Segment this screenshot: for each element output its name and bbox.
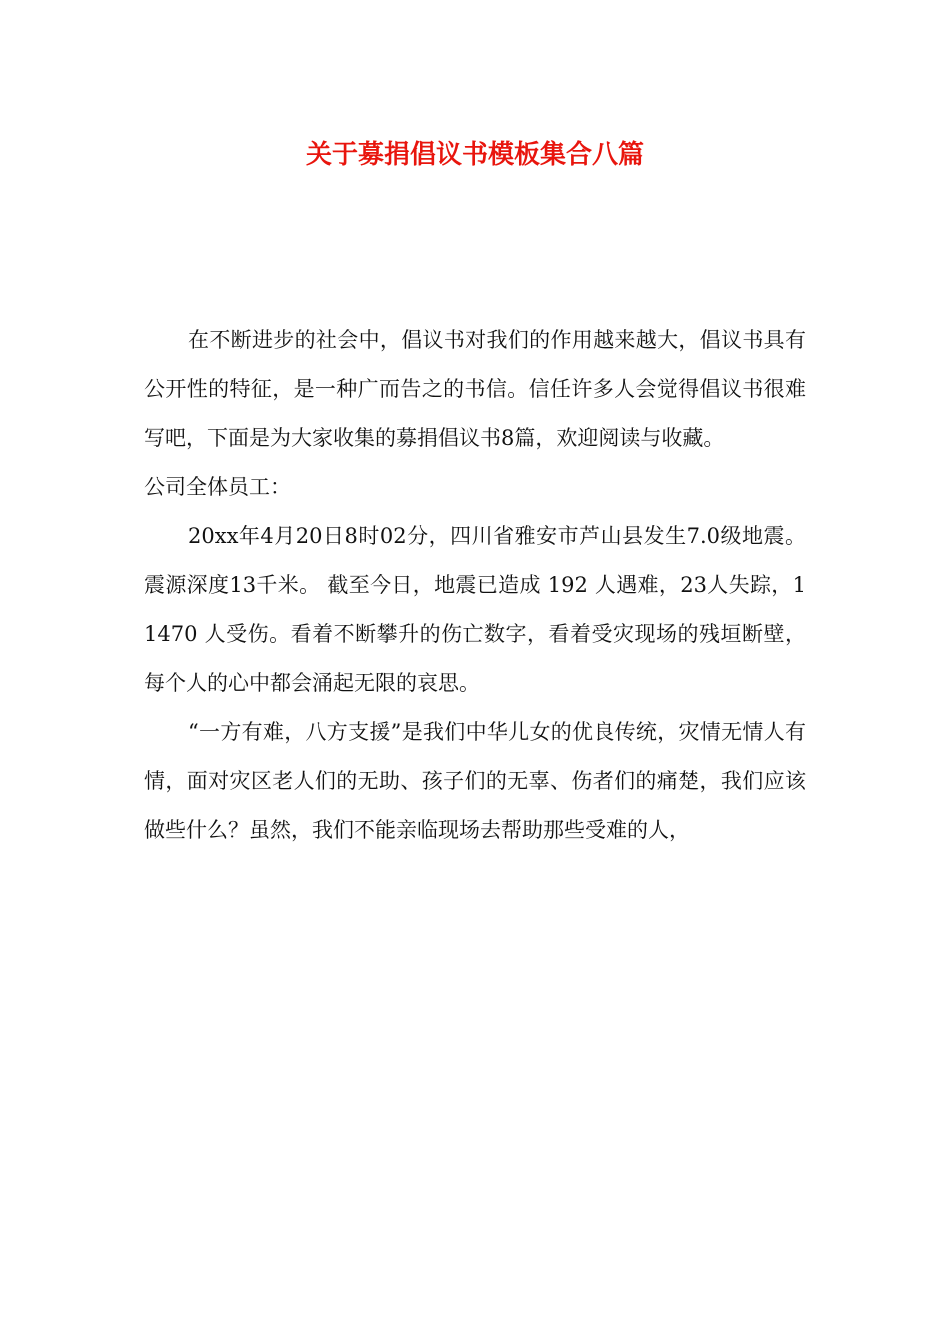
salutation: 公司全体员工：: [144, 475, 291, 499]
document-body: [144, 316, 806, 855]
support-paragraph: “一方有难，八方支援”是我们中华儿女的优良传统，灾情无情人有情，面对灾区老人们的无助、孩子们的无辜、伤者们的痛楚，我们应该做些什么？虽然，我们不能亲临现场去帮助那些受难的人，: [144, 720, 806, 842]
intro-paragraph: 在不断进步的社会中，倡议书对我们的作用越来越大，倡议书具有公开性的特征，是一种广而告之的书信。信任许多人会觉得倡议书很难写吧，下面是为大家收集的募捐倡议书8篇，欢迎阅读与收藏。: [144, 328, 806, 450]
earthquake-paragraph: 20xx年4月20日8时02分，四川省雅安市芦山县发生7.0级地震。震源深度13千米。 截至今日，地震已造成 192 人遇难，23人失踪，11470 人受伤。看着不断攀升的伤亡数字，看着受灾现场的残垣断壁，每个人的心中都会涌起无限的哀思。: [144, 524, 806, 695]
document-title: 关于募捐倡议书模板集合八篇: [305, 140, 644, 170]
